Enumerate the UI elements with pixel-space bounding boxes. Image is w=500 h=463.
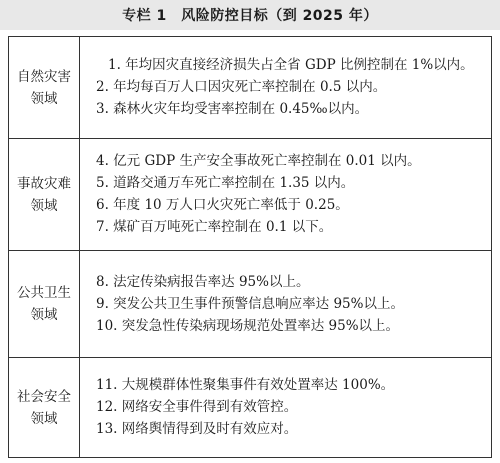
list-item: 13. 网络舆情得到及时有效应对。 <box>96 421 298 437</box>
items-cell <box>80 37 492 139</box>
list-item: 6. 年度 10 万人口火灾死亡率低于 0.25。 <box>96 197 349 213</box>
category-cell <box>9 139 80 251</box>
category-label: 公共卫生 <box>17 285 71 301</box>
list-item: 2. 年均每百万人口因灾死亡率控制在 0.5 以内。 <box>96 79 387 95</box>
list-item: 3. 森林火灾年均受害率控制在 0.45‰以内。 <box>96 101 369 117</box>
list-item: 11. 大规模群体性聚集事件有效处置率达 100%。 <box>96 377 395 393</box>
table-row <box>9 37 492 139</box>
list-item: 12. 网络安全事件得到有效管控。 <box>96 399 298 415</box>
items-cell <box>80 358 492 458</box>
list-item: 4. 亿元 GDP 生产安全事故死亡率控制在 0.01 以内。 <box>96 153 421 169</box>
items-cell <box>80 251 492 358</box>
category-cell <box>9 358 80 458</box>
category-cell <box>9 251 80 358</box>
category-label: 社会安全 <box>17 388 71 405</box>
table-row <box>9 251 492 358</box>
category-label: 领域 <box>30 90 58 107</box>
items-cell <box>80 139 492 251</box>
list-item: 1. 年均因灾直接经济损失占全省 GDP 比例控制在 1%以内。 <box>108 57 474 73</box>
category-label: 领域 <box>30 307 58 323</box>
category-label: 自然灾害 <box>17 68 71 85</box>
table-row <box>9 358 492 458</box>
box-title: 专栏 1 风险防控目标（到 2025 年） <box>0 0 500 30</box>
list-item: 9. 突发公共卫生事件预警信息响应率达 95%以上。 <box>96 295 404 312</box>
table-row <box>9 139 492 251</box>
risk-target-table <box>8 36 492 458</box>
list-item: 10. 突发急性传染病现场规范处置率达 95%以上。 <box>96 317 400 334</box>
category-label: 领域 <box>30 410 58 427</box>
list-item: 7. 煤矿百万吨死亡率控制在 0.1 以下。 <box>96 219 333 235</box>
list-item: 5. 道路交通万车死亡率控制在 1.35 以内。 <box>96 175 355 191</box>
category-label: 领域 <box>30 197 58 214</box>
list-item: 8. 法定传染病报告率达 95%以上。 <box>96 273 310 290</box>
category-cell <box>9 37 80 139</box>
category-label: 事故灾难 <box>17 175 71 192</box>
